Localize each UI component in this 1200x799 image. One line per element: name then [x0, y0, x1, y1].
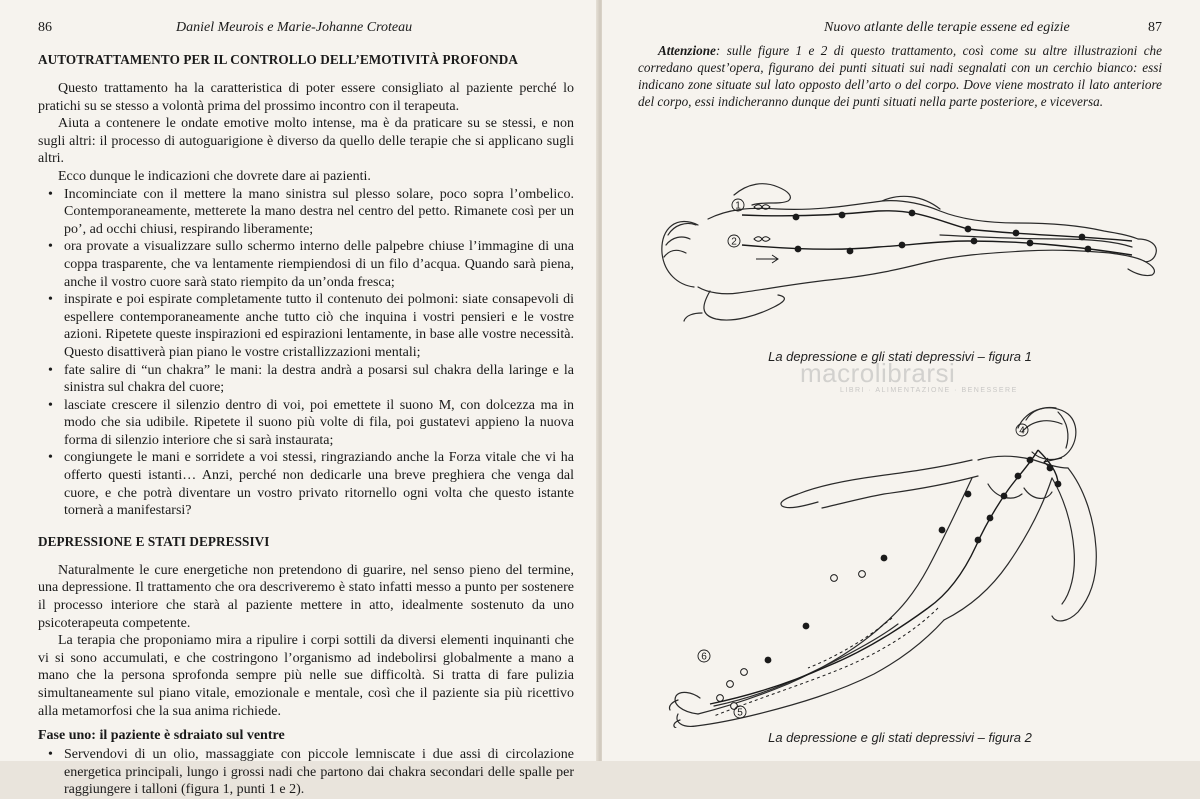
figure-1-caption: La depressione e gli stati depressivi – figura 1 [768, 349, 1032, 364]
watermark-text: macrolibrarsi [800, 358, 956, 388]
figure-2-drawing [638, 398, 1162, 728]
watermark-logo [800, 358, 1018, 394]
list-item: • lasciate crescere il silenzio dentro di voi, poi emettete il suono M, con dolcezza ma in modo che sia udibile. Ripetete il suono più volte di fila, poi gustatevi appieno la nuova forma di silenzio interiore che si sarà instaurata; [42, 397, 574, 450]
figure-2-label-6: 6 [701, 651, 707, 663]
attention-label: Attenzione [658, 43, 716, 58]
list-item: • ora provate a visualizzare sullo schermo interno delle palpebre chiuse l’immagine di una coppa trasparente, che va lentamente riempiendosi di un filo d’acqua. Quando sarà piena, anche il vostro cuore sarà stato riempito da un’onda fresca; [42, 238, 574, 291]
figure-1-label-1: 1 [735, 200, 741, 212]
figure-1-drawing [638, 175, 1162, 335]
attention-text: : sulle figure 1 e 2 di questo trattamento, così come su altre illustrazioni che corredano quest’opera, figurano dei punti situati sui nadi segnalati con un cerchio bianco: essi indicano zone situate sul lato opposto dell’arto o del corpo. Dove viene mostrato il lato anteriore del corpo, essi indicheranno dunque dei punti situati nella parte posteriore, e viceversa. [638, 43, 1162, 109]
paragraph: Aiuta a contenere le ondate emotive molto intense, ma è da praticare su se stessi, e non sugli altri: il processo di autoguarigione è diverso da quello delle terapie che si applicano sugli altri. [38, 116, 574, 167]
figure-1-points [793, 210, 1092, 255]
figure-2-illustration [638, 398, 1162, 728]
paragraph: La terapia che proponiamo mira a ripulire i corpi sottili da diversi elementi inquinanti che vi si sono accumulati, e che costringono l’organismo ad indebolirsi globalmente a mano a mano che la persona sprofonda sempre più nelle sue difficoltà. Si tratta di fare pulizia simultaneamente sul piano vitale, emozionale e mentale, così che il paziente sia più ricettivo alla metamorfosi che la sua anima richiede. [38, 633, 574, 719]
bullet-list-autotrattamento [38, 186, 574, 520]
attention-note [638, 42, 1162, 110]
list-item: • Incominciate con il mettere la mano sinistra sul plesso solare, poco sopra l’ombelico. Contemporaneamente, metterete la mano destra nel centro del petto. Rimanete così per un po’, ad occhi chiusi, respirando liberamente; [42, 186, 574, 239]
right-running-title: Nuovo atlante delle terapie essene ed egizie [824, 20, 1070, 35]
figure-2-label-5: 5 [737, 707, 743, 719]
list-item: • fate salire di “un chakra” le mani: la destra andrà a posarsi sul chakra della laringe e la sinistra sul chakra del cuore; [42, 362, 574, 397]
section-heading-depressione: DEPRESSIONE E STATI DEPRESSIVI [38, 533, 270, 549]
bullet-list-fase-uno [38, 746, 574, 799]
figure-2-label-4: 4 [1019, 425, 1025, 437]
figure-2-open-points [717, 571, 866, 710]
right-running-head [638, 20, 1162, 42]
left-page-number: 86 [38, 20, 52, 35]
figure-2-caption: La depressione e gli stati depressivi – figura 2 [768, 730, 1032, 745]
right-page-number: 87 [1148, 20, 1162, 35]
paragraph: Naturalmente le cure energetiche non pretendono di guarire, nel senso pieno del termine, una depressione. Il trattamento che ora descriveremo è stato infatti messo a punto per sostenere il processo interiore che starà al paziente mettere in atto, idealmente sostenuto da uno psicoterapeuta competente. [38, 562, 574, 631]
left-running-title: Daniel Meurois e Marie-Johanne Croteau [176, 20, 413, 35]
figure-1-label-2: 2 [731, 236, 737, 248]
figure-1-illustration [638, 175, 1162, 335]
left-page [0, 0, 598, 798]
subheading-fase-uno: Fase uno: il paziente è sdraiato sul ventre [38, 728, 285, 744]
list-item: • Servendovi di un olio, massaggiate con piccole lemniscate i due assi di circolazione energetica principali, lungo i grossi nadi che partono dai chakra secondari delle spalle per raggiungere i talloni (figura 1, punti 1 e 2). [42, 746, 574, 799]
watermark-subtext: LIBRI · ALIMENTAZIONE · BENESSERE [840, 387, 1018, 394]
list-item: • congiungete le mani e sorridete a voi stessi, ringraziando anche la Forza vitale che vi ha offerto questi istanti… Anzi, perché non dedicarle una breve preghiera che venga dal cuore, e che potrà diventare un vostro privato ritornello ogni volta che questo istante tornerà a manifestarsi? [42, 449, 574, 519]
figure-2-points [765, 457, 1062, 664]
section-heading-autotrattamento: AUTOTRATTAMENTO PER IL CONTROLLO DELL’EMOTIVITÀ PROFONDA [38, 52, 519, 67]
left-running-head [38, 20, 574, 42]
paragraph: Ecco dunque le indicazioni che dovrete dare ai pazienti. [58, 168, 371, 184]
paragraph: Questo trattamento ha la caratteristica di poter essere consigliato al paziente perché lo pratichi su se stesso a volontà prima del prossimo incontro con il terapeuta. [38, 81, 574, 114]
list-item: • inspirate e poi espirate completamente tutto il contenuto dei polmoni: siate consapevoli di espellere contemporaneamente anche tutto ciò che inquina i vostri pensieri e le vostre azioni. Ripetete queste inspirazioni ed espirazioni lentamente, in base alle vostre necessità. Questo disattiverà pian piano le vostre cristallizzazioni mentali; [42, 291, 574, 361]
